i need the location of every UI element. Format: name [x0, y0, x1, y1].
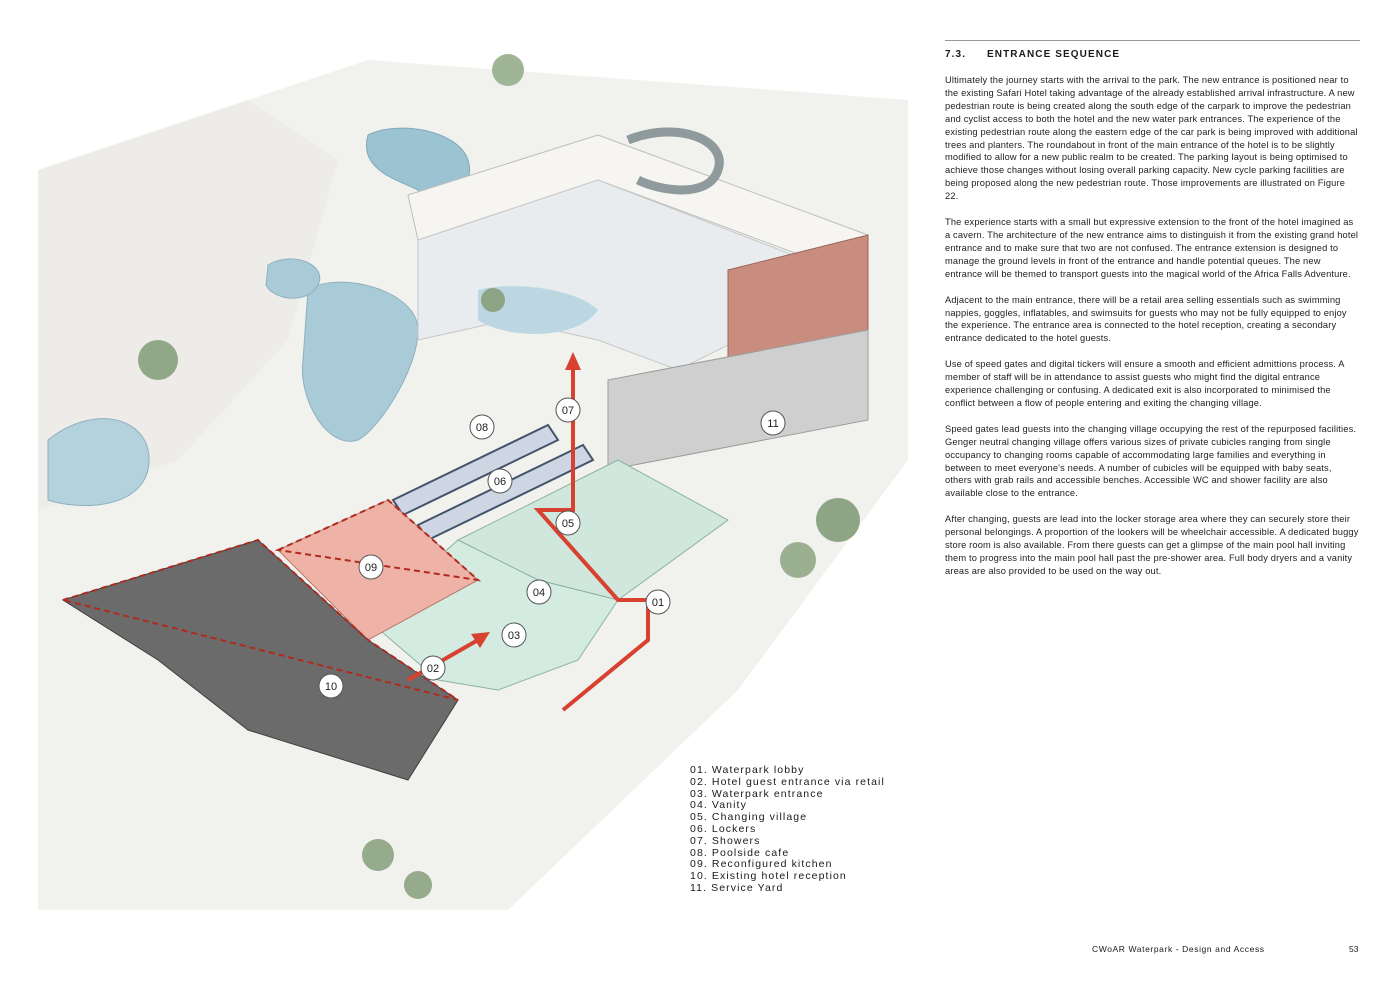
- body-paragraph: The experience starts with a small but expressive extension to the front of the hotel imagined as a cavern. The architecture of the new entrance aims to distinguish it from the existing grand hotel entrance and to make sure that two are not confused. The entrance extension is designed to manage the ground levels in front of the entrance and handle potential queues. The new entrance will be themed to transport guests into the magical world of the Africa Falls Adventure.: [945, 217, 1359, 279]
- tree: [492, 54, 524, 86]
- legend-item: 09. Reconfigured kitchen: [690, 858, 833, 871]
- footer-title: CWoAR Waterpark - Design and Access: [1092, 944, 1265, 954]
- palm-tree: [481, 288, 505, 312]
- tree: [362, 839, 394, 871]
- plan-marker-09: [359, 555, 383, 579]
- section-heading: [945, 49, 1360, 60]
- tree: [780, 542, 816, 578]
- tree: [816, 498, 860, 542]
- page-number: 53: [1349, 944, 1359, 954]
- svg-text:11: 11: [767, 418, 779, 430]
- svg-text:06: 06: [493, 476, 507, 488]
- lagoon-small: [266, 259, 320, 298]
- plan-marker-01: [646, 590, 670, 614]
- svg-text:01: 01: [651, 597, 665, 609]
- tree: [138, 340, 178, 380]
- plan-marker-10: [319, 674, 343, 698]
- legend-item: 05. Changing village: [690, 811, 808, 824]
- legend-item: 04. Vanity: [690, 799, 747, 812]
- plan-legend: [690, 765, 910, 895]
- legend-item: 06. Lockers: [690, 822, 757, 835]
- tree: [404, 871, 432, 899]
- body-paragraph: Adjacent to the main entrance, there will be a retail area selling essentials such as swimming nappies, goggles, inflatables, and swimsuits for guests who may not be fully equipped to enjoy the experience. The entrance area is connected to the hotel reception, creating a secondary entrance dedicated to the hotel guests.: [945, 294, 1347, 344]
- plan-marker-06: [488, 469, 512, 493]
- svg-text:10: 10: [324, 681, 338, 693]
- body-paragraph: Use of speed gates and digital tickers will ensure a smooth and efficient admittions process. A member of staff will be in attendance to assist guests who might find the digital entrance experience challenging or confusing. A dedicated exit is also incorporated to minimised the conflict between a flow of people entering and exiting the changing village.: [945, 359, 1345, 408]
- plan-marker-07: [556, 398, 580, 422]
- body-paragraph: Ultimately the journey starts with the arrival to the park. The new entrance is positioned near to the existing Safari Hotel taking advantage of the already established arrival infrastructure. A new pedestrian route is being created along the south edge of the carpark to improve the pedestrian and cyclist access to both the hotel and the new water park entrances. The experience of the existing pedestrian route along the eastern edge of the car park is being improved with additional trees and planters. The roundabout in front of the main entrance of the hotel is to be slightly modified to allow for a new public realm to be created. The parking layout is being optimised to achieve those changes without losing overall parking capacity. New cycle parking facilities are being proposed along the new pedestrian route. Those improvements are illustrated on Figure 22.: [945, 75, 1358, 202]
- svg-text:05: 05: [561, 518, 575, 530]
- legend-item: 07. Showers: [690, 834, 761, 847]
- legend-item: 01. Waterpark lobby: [690, 764, 805, 776]
- svg-text:03: 03: [507, 630, 521, 642]
- svg-text:04: 04: [532, 587, 546, 599]
- section-number: 7.3.: [945, 49, 967, 60]
- plan-marker-04: [527, 580, 551, 604]
- plan-marker-05: [556, 511, 580, 535]
- body-paragraph: After changing, guests are lead into the locker storage area where they can securely store their personal belongings. A proportion of the lookers will be wheelchair accessible. A dedicated buggy store room is also available. From there guests can get a glimpse of the main pool hall inviting them to progress into the main pool hall past the pre-shower area. Full body dryers and a vanity areas are also provided to be used on the way out.: [945, 514, 1359, 576]
- section-title: ENTRANCE SEQUENCE: [987, 49, 1121, 60]
- legend-item: 10. Existing hotel reception: [690, 870, 847, 883]
- plan-marker-02: [421, 656, 445, 680]
- svg-text:09: 09: [364, 562, 378, 574]
- plan-marker-08: [470, 415, 494, 439]
- legend-item: 08. Poolside cafe: [690, 846, 790, 859]
- section-rule: [945, 40, 1360, 41]
- legend-item: 03. Waterpark entrance: [690, 787, 824, 800]
- plan-marker-03: [502, 623, 526, 647]
- svg-text:02: 02: [426, 663, 440, 675]
- lagoon-west: [48, 419, 149, 506]
- plan-marker-11: [761, 411, 785, 435]
- body-paragraph: Speed gates lead guests into the changing village occupying the rest of the repurposed facilities. Genger neutral changing village offers various sizes of private cubicles ranging from single occupancy to changing rooms capable of accommodating large families and everything in between to meet everyone's needs. A number of cubicles will be equipped with baby seats, others with grab rails and accessible benches. Accessible WC and shower facility are also available close to the entrance.: [945, 423, 1357, 499]
- svg-text:07: 07: [561, 405, 575, 417]
- text-column: [945, 40, 1360, 578]
- svg-text:08: 08: [475, 422, 489, 434]
- legend-item: 02. Hotel guest entrance via retail: [690, 775, 885, 788]
- legend-item: 11. Service Yard: [690, 881, 784, 894]
